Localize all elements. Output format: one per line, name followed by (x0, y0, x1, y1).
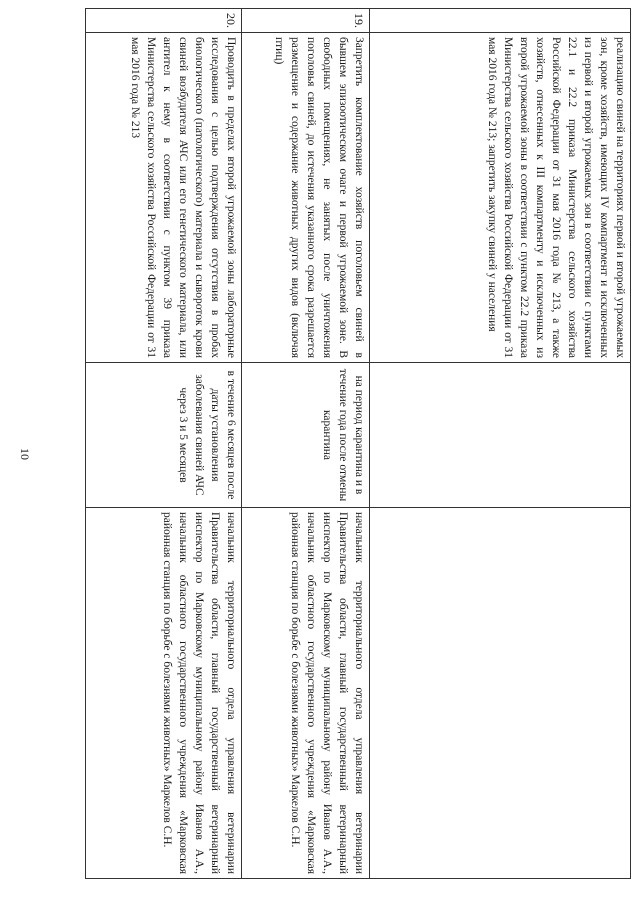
table-row-19 (242, 9, 370, 879)
term-cell (370, 363, 631, 508)
table-row-continuation (370, 9, 631, 879)
term-cell: на период карантина и в течение года после отмены карантина (242, 363, 370, 508)
rotated-page-content (86, 8, 631, 878)
measure-cell: Запретить комплектование хозяйств поголовьем свиней в бывшем эпизоотическом очаге и первой угрожаемой зоне. В свободных помещениях, не занятых после уничтожения поголовья свиней, до истечения указанного срока разрешается размещение и содержание животных других видов (включая птиц) (242, 33, 370, 363)
row-number-cell (370, 9, 631, 33)
table-row-20 (86, 9, 242, 879)
measures-table (85, 8, 631, 879)
row-number-cell: 19. (242, 9, 370, 33)
term-cell: в течение 6 месяцев после даты установления заболевания свиней АЧС через 3 и 5 месяцев (86, 363, 242, 508)
responsible-cell: начальник территориального отдела управления ветеринарии Правительства области, главный государственный ветеринарный инспектор по Марковскому муниципальному району Иванов А.А., начальник областного государственного учреждения «Марковская районная станция по борьбе с болезнями животных» Маркелов С.Н. (242, 508, 370, 879)
measure-cell: реализацию свиней на территориях первой и второй угрожаемых зон, кроме хозяйств, имеющих IV компартмент и исключенных из первой и второй угрожаемых зон в соответствии с пунктами 22.1 и 22.2 приказа Министерства сельского хозяйства Российской Федерации от 31 мая 2016 года № 213, а также хозяйств, отнесенных к III компартменту и исключенных из второй угрожаемой зоны в соответствии с пунктом 22.2 приказа Министерства сельского хозяйства Российской Федерации от 31 мая 2016 года № 213; запретить закупку свиней у населения (370, 33, 631, 363)
responsible-cell (370, 508, 631, 879)
row-number-cell: 20. (86, 9, 242, 33)
measure-cell: Проводить в пределах второй угрожаемой зоны лабораторные исследования с целью подтверждения отсутствия в пробах биологического (патологического) материала и сывороток крови свиней возбудителя АЧС или его генетического материала, или антител к нему в соответствии с пунктом 39 приказа Министерства сельского хозяйства Российской Федерации от 31 мая 2016 года № 213 (86, 33, 242, 363)
responsible-cell: начальник территориального отдела управления ветеринарии Правительства области, главный государственный ветеринарный инспектор по Марковскому муниципальному району Иванов А.А., начальник областного государственного учреждения «Марковская районная станция по борьбе с болезнями животных» Маркелов С.Н. (86, 508, 242, 879)
page-number: 10 (18, 448, 32, 460)
